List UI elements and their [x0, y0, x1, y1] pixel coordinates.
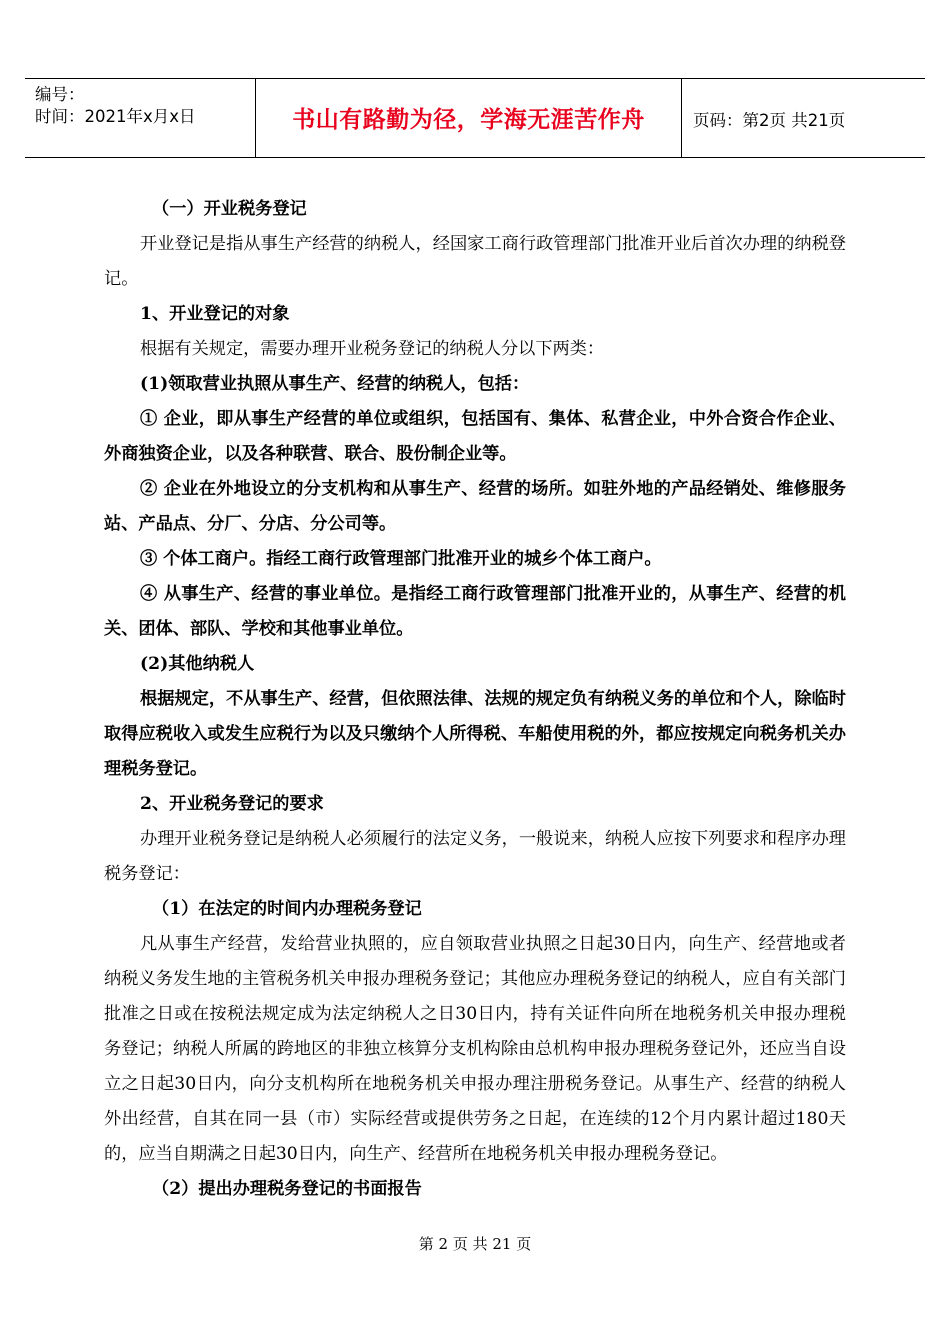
body-paragraph: ④ 从事生产、经营的事业单位。是指经工商行政管理部门批准开业的，从事生产、经营的机关、团体、部队、学校和其他事业单位。 [104, 584, 846, 639]
document-number-label: 编号： [35, 85, 85, 104]
body-paragraph: 2、开业税务登记的要求 [140, 794, 324, 814]
body-paragraph: （2）提出办理税务登记的书面报告 [152, 1179, 422, 1199]
header-left-cell [25, 79, 255, 157]
body-paragraph: 开业登记是指从事生产经营的纳税人，经国家工商行政管理部门批准开业后首次办理的纳税登记。 [104, 234, 846, 289]
page-footer: 第 2 页 共 21 页 [418, 1235, 532, 1253]
body-paragraph: （一）开业税务登记 [152, 199, 307, 219]
document-body [104, 192, 846, 1207]
header-slogan: 书山有路勤为径，学海无涯苦作舟 [292, 107, 645, 133]
body-paragraph: 根据规定，不从事生产、经营，但依照法律、法规的规定负有纳税义务的单位和个人，除临时取得应税收入或发生应税行为以及只缴纳个人所得税、车船使用税的外，都应按规定向税务机关办理税务登记。 [104, 689, 846, 779]
body-paragraph: 根据有关规定，需要办理开业税务登记的纳税人分以下两类： [140, 339, 605, 359]
body-paragraph: (2)其他纳税人 [140, 654, 255, 674]
body-paragraph: 1、开业登记的对象 [140, 304, 290, 324]
document-time-label: 时间：2021年x月x日 [35, 107, 196, 126]
header-page-cell [681, 79, 925, 157]
body-paragraph: （1）在法定的时间内办理税务登记 [152, 899, 422, 919]
body-paragraph: ③ 个体工商户。指经工商行政管理部门批准开业的城乡个体工商户。 [140, 549, 662, 569]
body-paragraph: ① 企业，即从事生产经营的单位或组织，包括国有、集体、私营企业，中外合资合作企业、外商独资企业，以及各种联营、联合、股份制企业等。 [104, 409, 846, 464]
header-slogan-cell [255, 79, 682, 157]
header-page-info: 页码：第2页 共21页 [693, 111, 846, 130]
body-paragraph: 凡从事生产经营，发给营业执照的，应自领取营业执照之日起30日内，向生产、经营地或者纳税义务发生地的主管税务机关申报办理税务登记；其他应办理税务登记的纳税人，应自有关部门批准之日或在按税法规定成为法定纳税人之日30日内，持有关证件向所在地税务机关申报办理税务登记；纳税人所属的跨地区的非独立核算分支机构除由总机构申报办理税务登记外，还应当自设立之日起30日内，向分支机构所在地税务机关申报办理注册税务登记。从事生产、经营的纳税人外出经营，自其在同一县（市）实际经营或提供劳务之日起，在连续的12个月内累计超过180天的，应当自期满之日起30日内，向生产、经营所在地税务机关申报办理税务登记。 [104, 934, 846, 1164]
body-paragraph: ② 企业在外地设立的分支机构和从事生产、经营的场所。如驻外地的产品经销处、维修服务站、产品点、分厂、分店、分公司等。 [104, 479, 846, 534]
page-header [25, 78, 925, 158]
body-paragraph: (1)领取营业执照从事生产、经营的纳税人，包括： [140, 374, 530, 394]
body-paragraph: 办理开业税务登记是纳税人必须履行的法定义务，一般说来，纳税人应按下列要求和程序办理税务登记： [104, 829, 846, 884]
